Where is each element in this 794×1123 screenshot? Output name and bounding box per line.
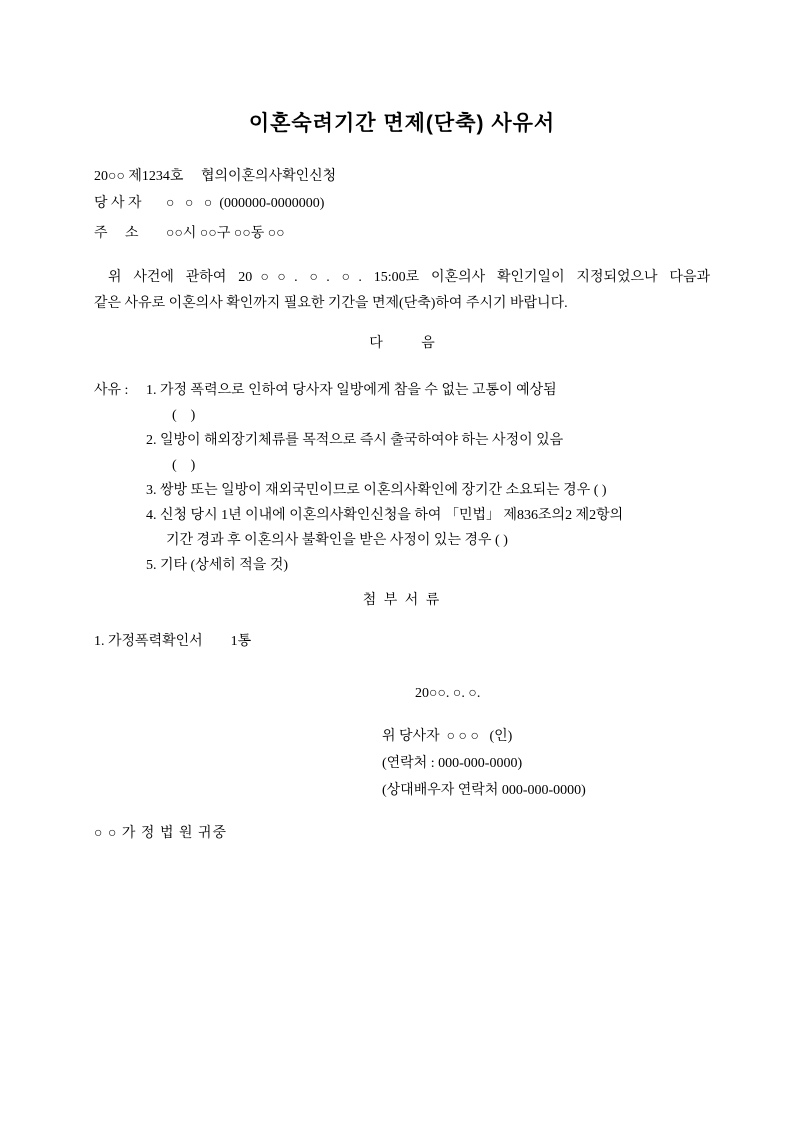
reasons-label: 사유 : bbox=[94, 383, 129, 398]
court-addressee-line: ○ ○ 가 정 법 원 귀중 bbox=[94, 826, 228, 841]
signature-block bbox=[382, 723, 710, 804]
reason-item-1: 1. 가정 폭력으로 인하여 당사자 일방에게 참을 수 없는 고통이 예상됨 bbox=[146, 383, 557, 398]
intro-line-1: 위 사건에 관하여 20○○. ○. ○. 15:00로 이혼의사 확인기일이 지정되었으나 다음과 bbox=[108, 270, 710, 285]
party-row bbox=[94, 189, 710, 219]
party-value: ○ ○ ○ (000000-0000000) bbox=[166, 196, 325, 211]
reason-item-5: 5. 기타 (상세히 적을 것) bbox=[146, 558, 289, 573]
party-label: 당 사 자 bbox=[94, 196, 142, 211]
reason-item-1-checkbox: ( ) bbox=[172, 408, 196, 423]
document-title: 이혼숙려기간 면제(단축) 사유서 bbox=[248, 112, 556, 135]
intro-paragraph bbox=[94, 265, 710, 317]
daeum-heading: 다 음 bbox=[369, 336, 435, 351]
reason-item-2: 2. 일방이 해외장기체류를 목적으로 즉시 출국하여야 하는 사정이 있음 bbox=[146, 433, 564, 448]
intro-line-2: 같은 사유로 이혼의사 확인까지 필요한 기간을 면제(단축)하여 주시기 바랍니다. bbox=[94, 296, 568, 311]
reason-item-4-continued: 기간 경과 후 이혼의사 불확인을 받은 사정이 있는 경우 ( ) bbox=[166, 533, 508, 548]
reasons-section bbox=[94, 378, 710, 578]
reason-item-4: 4. 신청 당시 1년 이내에 이혼의사확인신청을 하여 「민법」 제836조의2 제2항의 bbox=[146, 508, 624, 523]
address-value: ○○시 ○○구 ○○동 ○○ bbox=[166, 226, 285, 241]
reasons-list bbox=[146, 378, 623, 578]
reason-item-3: 3. 쌍방 또는 일방이 재외국민이므로 이혼의사확인에 장기간 소요되는 경우 ( ) bbox=[146, 483, 607, 498]
signature-party-line: 위 당사자 ○ ○ ○ (인) bbox=[382, 729, 513, 744]
case-number-line: 20○○ 제1234호 협의이혼의사확인신청 bbox=[94, 169, 337, 184]
date-line: 20○○. ○. ○. bbox=[415, 686, 481, 701]
address-row bbox=[94, 219, 710, 249]
address-label: 주 소 bbox=[94, 226, 139, 241]
reason-item-2-checkbox: ( ) bbox=[172, 458, 196, 473]
attachment-item: 1. 가정폭력확인서 1통 bbox=[94, 634, 252, 649]
attachments-heading: 첨 부 서 류 bbox=[362, 593, 442, 608]
signature-spouse-contact-line: (상대배우자 연락처 000-000-0000) bbox=[382, 783, 586, 798]
signature-contact-line: (연락처 : 000-000-0000) bbox=[382, 756, 523, 771]
